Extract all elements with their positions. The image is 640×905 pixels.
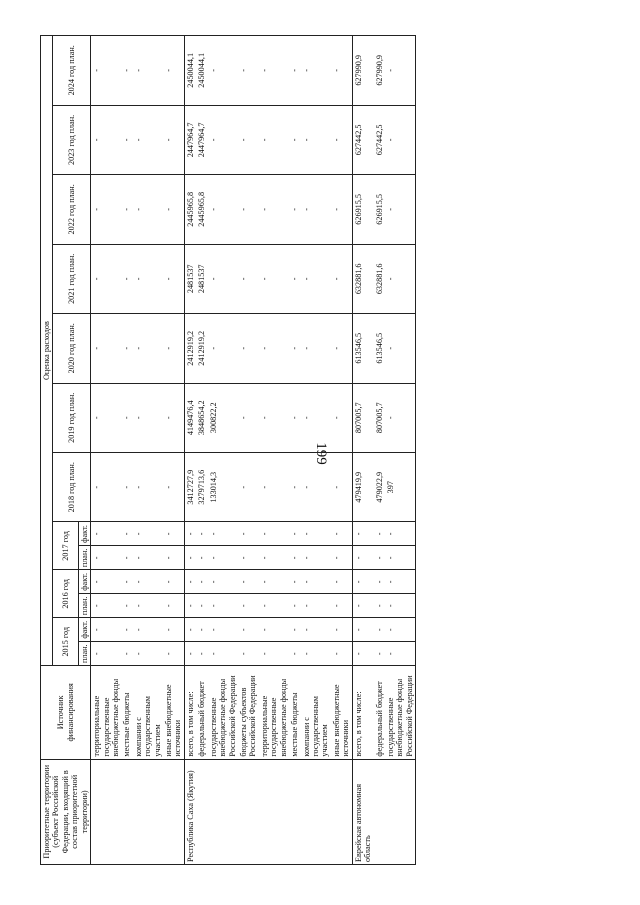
value-cell: 632881,6 [374, 244, 385, 313]
value-cell: - [301, 452, 331, 521]
source-cell: местные бюджеты [121, 666, 132, 759]
value-cell: - [385, 314, 416, 383]
value-cell: - [259, 314, 289, 383]
territory-cell [91, 759, 122, 864]
header-year-2019: 2019 год план. [53, 383, 91, 452]
value-cell: - [184, 522, 196, 546]
territory-cell [385, 759, 416, 864]
value-cell: - [133, 105, 163, 174]
value-cell: - [121, 105, 132, 174]
value-cell: - [163, 383, 184, 452]
header-year-2017: 2017 год [53, 522, 78, 570]
value-cell: - [259, 36, 289, 106]
value-cell: 807005,7 [374, 383, 385, 452]
value-cell: - [208, 642, 238, 666]
value-cell: - [91, 383, 122, 452]
header-year-2024: 2024 год план. [53, 36, 91, 106]
header-year-2018: 2018 год план. [53, 452, 91, 521]
value-cell: - [208, 594, 238, 618]
value-cell: 479022,9 [374, 452, 385, 521]
value-cell: - [121, 522, 132, 546]
header-year-2022: 2022 год план. [53, 175, 91, 244]
value-cell: 2445965,8 [184, 175, 196, 244]
value-cell: - [301, 36, 331, 106]
value-cell: - [238, 594, 259, 618]
value-cell: - [133, 175, 163, 244]
value-cell: - [301, 594, 331, 618]
value-cell: - [289, 546, 300, 570]
table-row [331, 36, 352, 865]
value-cell: 613546,5 [352, 314, 373, 383]
value-cell: - [163, 105, 184, 174]
value-cell: - [163, 244, 184, 313]
value-cell: - [385, 244, 416, 313]
value-cell: 3412727,9 [184, 452, 196, 521]
value-cell: - [259, 642, 289, 666]
source-cell: иные внебюджетные источники [331, 666, 352, 759]
value-cell: - [259, 452, 289, 521]
value-cell: - [238, 642, 259, 666]
value-cell: - [196, 546, 207, 570]
value-cell: - [385, 594, 416, 618]
value-cell: - [238, 175, 259, 244]
table-row [259, 36, 289, 865]
value-cell: - [385, 522, 416, 546]
value-cell: - [352, 570, 373, 594]
source-cell: федеральный бюджет [196, 666, 207, 759]
value-cell: - [385, 642, 416, 666]
value-cell: - [259, 546, 289, 570]
value-cell: - [385, 105, 416, 174]
table-row [133, 36, 163, 865]
value-cell: - [133, 36, 163, 106]
source-cell: территориальные государственные внебюджетные фонды [259, 666, 289, 759]
value-cell: - [196, 642, 207, 666]
value-cell: - [352, 618, 373, 642]
value-cell: 627442,5 [352, 105, 373, 174]
territory-cell [301, 759, 331, 864]
table-row [163, 36, 184, 865]
value-cell: - [385, 36, 416, 106]
value-cell: - [259, 570, 289, 594]
value-cell: 2481537 [184, 244, 196, 313]
value-cell: - [238, 383, 259, 452]
value-cell: - [196, 570, 207, 594]
value-cell: 300822,2 [208, 383, 238, 452]
value-cell: - [121, 383, 132, 452]
value-cell: - [163, 546, 184, 570]
value-cell: 4149476,4 [184, 383, 196, 452]
value-cell: - [238, 570, 259, 594]
value-cell: - [259, 618, 289, 642]
value-cell: - [133, 383, 163, 452]
value-cell: - [91, 36, 122, 106]
value-cell: - [259, 594, 289, 618]
value-cell: - [331, 314, 352, 383]
value-cell: - [352, 642, 373, 666]
header-fact: факт. [78, 618, 90, 642]
table-row [208, 36, 238, 865]
value-cell: - [331, 594, 352, 618]
value-cell: - [208, 546, 238, 570]
value-cell: 2447964,7 [184, 105, 196, 174]
value-cell: - [133, 618, 163, 642]
value-cell: - [289, 36, 300, 106]
value-cell: - [208, 244, 238, 313]
value-cell: 807005,7 [352, 383, 373, 452]
value-cell: - [133, 314, 163, 383]
territory-cell [208, 759, 238, 864]
value-cell: - [91, 570, 122, 594]
value-cell: - [259, 175, 289, 244]
value-cell: - [163, 618, 184, 642]
table-row [385, 36, 416, 865]
table-row [196, 36, 207, 865]
value-cell: - [374, 546, 385, 570]
header-source: Источник финансирования [41, 666, 91, 759]
value-cell: - [208, 36, 238, 106]
value-cell: 2447964,7 [196, 105, 207, 174]
value-cell: - [121, 546, 132, 570]
header-fact: факт. [78, 570, 90, 594]
value-cell: - [91, 642, 122, 666]
value-cell: - [163, 642, 184, 666]
value-cell: - [121, 452, 132, 521]
value-cell: - [289, 594, 300, 618]
value-cell: 2412919,2 [196, 314, 207, 383]
value-cell: - [238, 452, 259, 521]
value-cell: - [352, 594, 373, 618]
value-cell: - [163, 314, 184, 383]
value-cell: - [259, 522, 289, 546]
territory-cell [163, 759, 184, 864]
value-cell: - [196, 522, 207, 546]
value-cell: - [133, 594, 163, 618]
territory-cell [259, 759, 289, 864]
value-cell: - [289, 314, 300, 383]
value-cell: 397 [385, 452, 416, 521]
value-cell: - [184, 570, 196, 594]
expense-table [40, 35, 416, 865]
value-cell: - [331, 642, 352, 666]
value-cell: - [385, 383, 416, 452]
value-cell: - [238, 546, 259, 570]
value-cell: - [238, 36, 259, 106]
value-cell: - [289, 175, 300, 244]
value-cell: - [121, 314, 132, 383]
header-year-2021: 2021 год план. [53, 244, 91, 313]
value-cell: - [184, 618, 196, 642]
value-cell: - [91, 314, 122, 383]
value-cell: - [208, 618, 238, 642]
value-cell: - [331, 36, 352, 106]
value-cell: - [301, 522, 331, 546]
value-cell: - [238, 314, 259, 383]
value-cell: - [121, 244, 132, 313]
value-cell: 133014,3 [208, 452, 238, 521]
value-cell: - [352, 546, 373, 570]
value-cell: - [259, 383, 289, 452]
territory-cell: Еврейская автономная область [352, 759, 373, 864]
header-territory: Приоритетные территории (субъект Российской Федерации, входящий в состав приоритетной территории) [41, 759, 91, 864]
header-year-2016: 2016 год [53, 570, 78, 618]
territory-cell [331, 759, 352, 864]
value-cell: 613546,5 [374, 314, 385, 383]
value-cell: - [301, 383, 331, 452]
value-cell: 632881,6 [352, 244, 373, 313]
source-cell: федеральный бюджет [374, 666, 385, 759]
value-cell: - [301, 570, 331, 594]
value-cell: - [289, 570, 300, 594]
source-cell: всего, в том числе: [184, 666, 196, 759]
value-cell: - [133, 244, 163, 313]
table-row [301, 36, 331, 865]
value-cell: - [163, 570, 184, 594]
source-cell: бюджеты субъектов Российской Федерации [238, 666, 259, 759]
value-cell: - [91, 546, 122, 570]
table-row [121, 36, 132, 865]
value-cell: - [121, 618, 132, 642]
value-cell: - [385, 546, 416, 570]
value-cell: - [91, 105, 122, 174]
value-cell: - [91, 594, 122, 618]
value-cell: - [259, 244, 289, 313]
territory-cell [289, 759, 300, 864]
value-cell: - [238, 105, 259, 174]
source-cell: всего, в том числе: [352, 666, 373, 759]
value-cell: - [163, 36, 184, 106]
source-cell: государственные внебюджетные фонды Российской Федерации [385, 666, 416, 759]
header-year-2023: 2023 год план. [53, 105, 91, 174]
value-cell: - [163, 522, 184, 546]
source-cell: иные внебюджетные источники [163, 666, 184, 759]
value-cell: - [374, 570, 385, 594]
value-cell: - [331, 570, 352, 594]
value-cell: 626915,5 [374, 175, 385, 244]
header-fact: факт. [78, 522, 90, 546]
value-cell: - [289, 642, 300, 666]
value-cell: 2445965,8 [196, 175, 207, 244]
value-cell: - [259, 105, 289, 174]
table-row [352, 36, 373, 865]
value-cell: - [331, 618, 352, 642]
value-cell: - [352, 522, 373, 546]
value-cell: 2412919,2 [184, 314, 196, 383]
value-cell: - [91, 244, 122, 313]
value-cell: - [133, 570, 163, 594]
table-body [91, 36, 416, 865]
value-cell: - [184, 594, 196, 618]
value-cell: - [133, 546, 163, 570]
value-cell: 479419,9 [352, 452, 373, 521]
value-cell: 627990,9 [374, 36, 385, 106]
value-cell: - [208, 105, 238, 174]
value-cell: - [91, 175, 122, 244]
value-cell: - [301, 105, 331, 174]
value-cell: 627990,9 [352, 36, 373, 106]
value-cell: - [196, 594, 207, 618]
value-cell: - [196, 618, 207, 642]
value-cell: - [301, 314, 331, 383]
value-cell: - [184, 642, 196, 666]
table-row [91, 36, 122, 865]
value-cell: - [374, 618, 385, 642]
rotated-table-container [40, 35, 620, 865]
value-cell: - [133, 522, 163, 546]
table-row [289, 36, 300, 865]
value-cell: - [289, 618, 300, 642]
value-cell: - [208, 522, 238, 546]
value-cell: - [91, 452, 122, 521]
value-cell: - [385, 175, 416, 244]
territory-cell [196, 759, 207, 864]
value-cell: - [121, 594, 132, 618]
value-cell: - [374, 642, 385, 666]
value-cell: - [121, 642, 132, 666]
source-cell: компании с государственным участием [301, 666, 331, 759]
territory-cell [238, 759, 259, 864]
value-cell: - [331, 175, 352, 244]
value-cell: - [133, 642, 163, 666]
table-row [238, 36, 259, 865]
value-cell: 2481537 [196, 244, 207, 313]
value-cell: 2450044,1 [184, 36, 196, 106]
value-cell: - [301, 244, 331, 313]
value-cell: 3848654,2 [196, 383, 207, 452]
value-cell: - [238, 522, 259, 546]
value-cell: - [301, 618, 331, 642]
header-plan: план. [78, 546, 90, 570]
header-plan: план. [78, 594, 90, 618]
value-cell: 626915,5 [352, 175, 373, 244]
value-cell: - [331, 546, 352, 570]
table-row [184, 36, 196, 865]
territory-cell [121, 759, 132, 864]
header-year-2015: 2015 год [53, 618, 78, 666]
header-plan: план. [78, 642, 90, 666]
value-cell: - [121, 36, 132, 106]
value-cell: - [91, 522, 122, 546]
value-cell: - [238, 244, 259, 313]
value-cell: - [331, 383, 352, 452]
value-cell: - [331, 244, 352, 313]
page-number: 199 [312, 442, 329, 465]
value-cell: - [301, 642, 331, 666]
value-cell: - [289, 522, 300, 546]
value-cell: - [289, 244, 300, 313]
value-cell: - [208, 314, 238, 383]
value-cell: - [289, 452, 300, 521]
value-cell: - [208, 570, 238, 594]
value-cell: - [91, 618, 122, 642]
source-cell: территориальные государственные внебюджетные фонды [91, 666, 122, 759]
value-cell: - [163, 452, 184, 521]
value-cell: - [163, 594, 184, 618]
value-cell: - [374, 522, 385, 546]
header-year-2020: 2020 год план. [53, 314, 91, 383]
value-cell: - [331, 522, 352, 546]
source-cell: государственные внебюджетные фонды Российской Федерации [208, 666, 238, 759]
value-cell: - [301, 546, 331, 570]
header-estimate: Оценка расходов [41, 36, 53, 666]
value-cell: - [385, 570, 416, 594]
source-cell: местные бюджеты [289, 666, 300, 759]
value-cell: - [289, 105, 300, 174]
value-cell: 627442,5 [374, 105, 385, 174]
value-cell: - [121, 175, 132, 244]
value-cell: - [133, 452, 163, 521]
territory-cell [374, 759, 385, 864]
source-cell: компании с государственным участием [133, 666, 163, 759]
value-cell: - [289, 383, 300, 452]
value-cell: - [301, 175, 331, 244]
value-cell: 3279713,6 [196, 452, 207, 521]
value-cell: - [163, 175, 184, 244]
value-cell: - [238, 618, 259, 642]
value-cell: - [121, 570, 132, 594]
value-cell: - [331, 105, 352, 174]
territory-cell [133, 759, 163, 864]
value-cell: - [208, 175, 238, 244]
territory-cell: Республика Саха (Якутия) [184, 759, 196, 864]
value-cell: - [184, 546, 196, 570]
value-cell: - [385, 618, 416, 642]
document-code [0, 813, 1, 855]
value-cell: 2450044,1 [196, 36, 207, 106]
value-cell: - [331, 452, 352, 521]
value-cell: - [374, 594, 385, 618]
table-row [374, 36, 385, 865]
